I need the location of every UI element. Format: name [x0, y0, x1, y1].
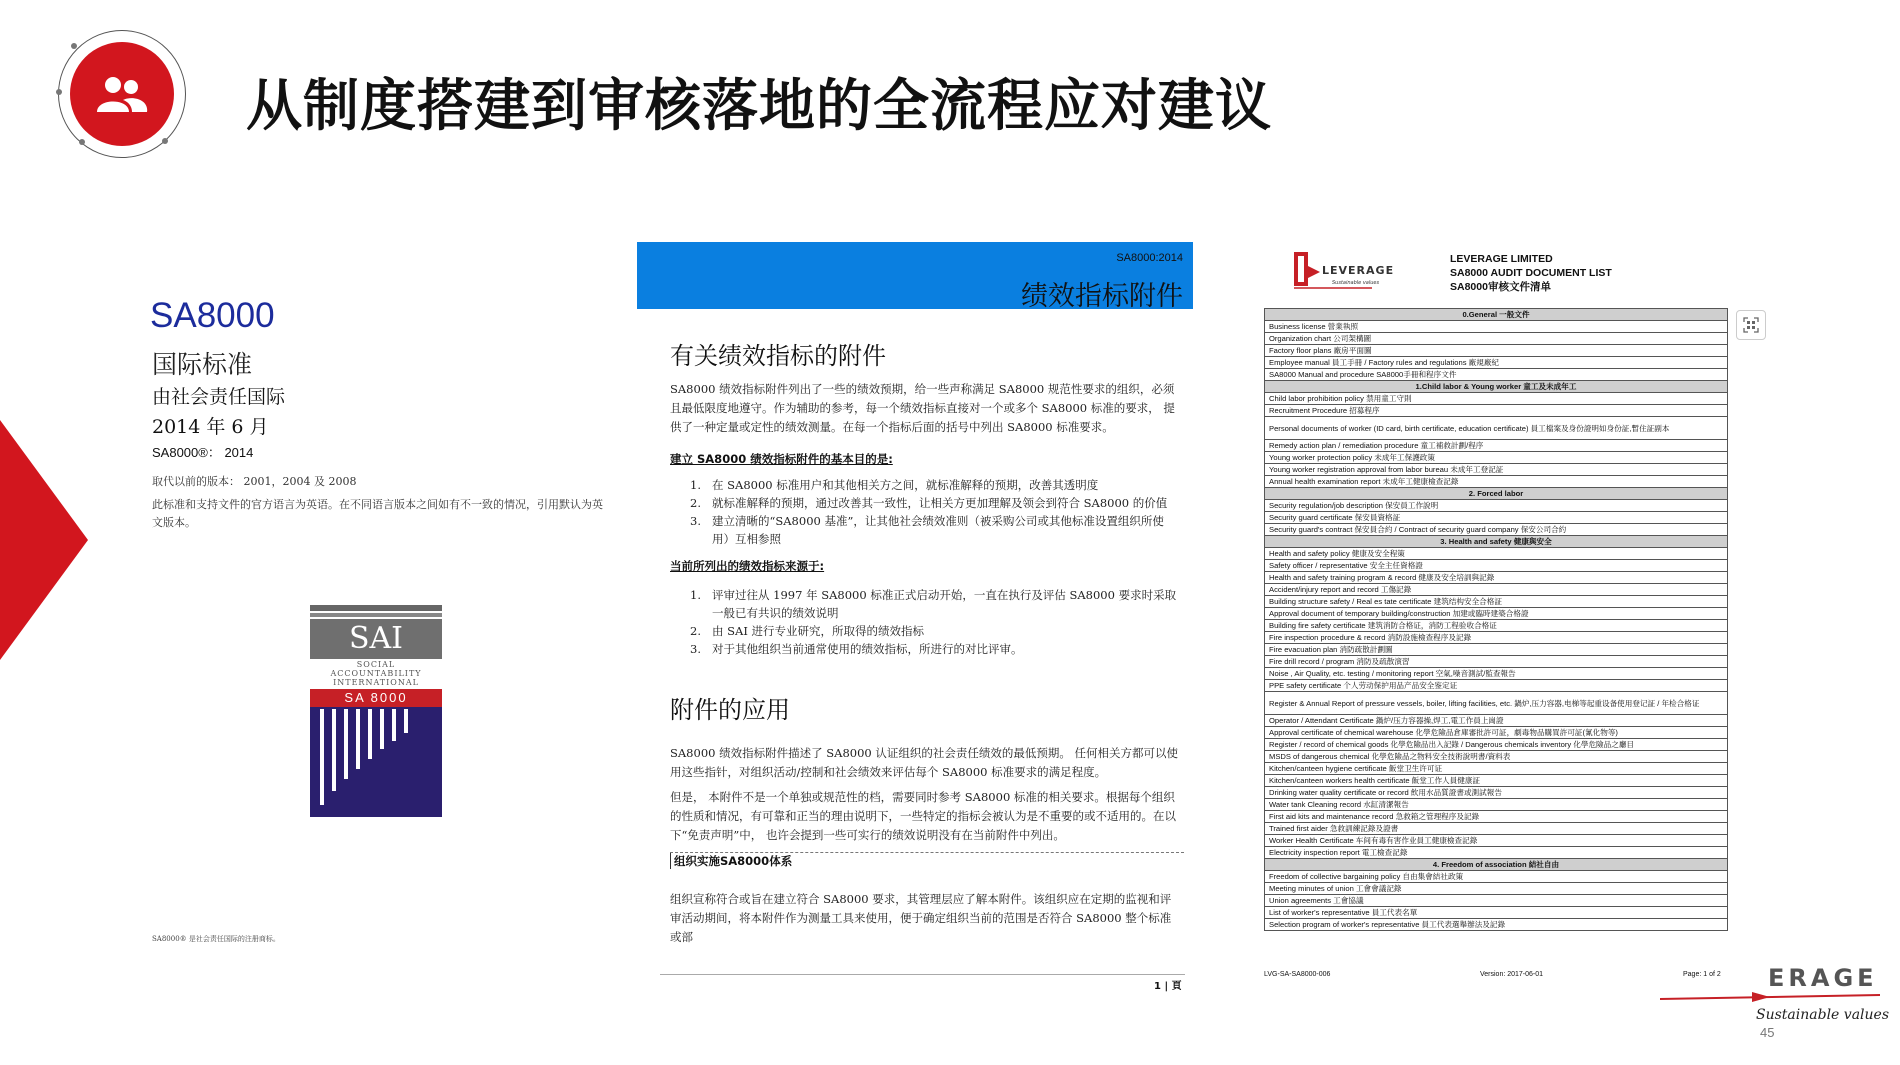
document-cell: Recruitment Procedure 招募程序: [1265, 405, 1728, 417]
table-row: [1265, 464, 1728, 476]
table-row: [1265, 799, 1728, 811]
document-cell: Building fire safety certificate 建筑消防合格证，消防工程验收合格证: [1265, 620, 1728, 632]
table-row: [1265, 775, 1728, 787]
list-item-text: 对于其他组织当前通常使用的绩效指标，所进行的对比评审。: [712, 642, 1023, 656]
section-cell: 2. Forced labor: [1265, 488, 1728, 500]
table-row: [1265, 584, 1728, 596]
doc2-paragraph-2: SA8000 绩效指标附件描述了 SA8000 认证组织的社会责任绩效的最低预期。 任何相关方都可以使用这些指针，对组织活动/控制和社会绩效来评估每个 SA8000 标准要求的满足程度。: [670, 746, 1179, 779]
list-item: [690, 622, 1180, 640]
section-cell: 4. Freedom of association 結社自由: [1265, 859, 1728, 871]
leverage-logo-text: LEVERAGE: [1322, 264, 1395, 277]
doc3-footer-code: LVG-SA-SA8000-006: [1264, 971, 1331, 978]
document-cell: Security guard certificate 保安員資格証: [1265, 512, 1728, 524]
document-cell: Safety officer / representative 安全主任資格證: [1265, 560, 1728, 572]
table-row: [1265, 608, 1728, 620]
doc2-heading-2: 附件的应用: [670, 696, 790, 724]
document-cell: Business license 營業執照: [1265, 321, 1728, 333]
brand-swoosh: [1660, 990, 1880, 1004]
table-row: [1265, 620, 1728, 632]
document-cell: MSDS of dangerous chemical 化學危險品之物料安全技術說明書/資料表: [1265, 751, 1728, 763]
document-cell: Accident/injury report and record 工傷記錄: [1265, 584, 1728, 596]
people-icon: [70, 42, 174, 146]
document-cell: PPE safety certificate 个人劳动保护用品产品安全鉴定证: [1265, 680, 1728, 692]
doc2-paragraph-4: 组织宣称符合或旨在建立符合 SA8000 要求，其管理层应了解本附件。该组织应在定期的监视和评审活动期间，将本附件作为测量工具来使用，便于确定组织当前的范围是否符合 SA8000 整个标准或部: [670, 892, 1172, 944]
table-section-row: [1265, 859, 1728, 871]
doc2-paragraph-3: 但是， 本附件不是一个单独或规范性的档，需要同时参考 SA8000 标准的相关要求。根据每个组织的性质和情况，有可靠和正当的理由说明下，一些特定的指标会被认为是不重要的或不适用的。在以下“免责声明”中， 也许会提到一些可实行的绩效说明没有在当前附件中列出。: [670, 790, 1176, 842]
doc3-header: [1450, 252, 1612, 294]
doc1-issuer: 由社会责任国际: [152, 386, 286, 408]
table-row: [1265, 345, 1728, 357]
document-cell: Child labor prohibition policy 禁用童工守則: [1265, 393, 1728, 405]
table-row: [1265, 715, 1728, 727]
table-row: [1265, 692, 1728, 715]
document-cell: Fire drill record / program 消防及疏散演習: [1265, 656, 1728, 668]
doc3-list-title: SA8000 AUDIT DOCUMENT LIST: [1450, 267, 1612, 279]
table-row: [1265, 596, 1728, 608]
table-row: [1265, 440, 1728, 452]
doc2-bold-1: 建立 SA8000 绩效指标附件的基本目的是:: [670, 452, 893, 466]
document-cell: Remedy action plan / remediation procedure 童工補救計劃/程序: [1265, 440, 1728, 452]
table-row: [1265, 656, 1728, 668]
scan-qr-button[interactable]: [1736, 310, 1766, 340]
document-cell: Electricity inspection report 電工檢查記錄: [1265, 847, 1728, 859]
table-row: [1265, 417, 1728, 440]
document-cell: Operator / Attendant Certificate 鍋炉/压力容器操,焊工,電工作員上崗證: [1265, 715, 1728, 727]
table-row: [1265, 405, 1728, 417]
document-cell: Union agreements 工會協議: [1265, 895, 1728, 907]
table-row: [1265, 883, 1728, 895]
list-item-number: 2.: [690, 496, 701, 510]
table-row: [1265, 823, 1728, 835]
list-item-text: 建立清晰的“SA8000 基准”，让其他社会绩效准则（被采购公司或其他标准设置组织所使用）互相参照: [712, 514, 1164, 546]
sai-logo-band: SA 8000: [344, 690, 408, 705]
document-cell: Register / record of chemical goods 化學危險品出入記錄 / Dangerous chemicals inventory 化學危險品之廳目: [1265, 739, 1728, 751]
list-item: [690, 494, 1180, 512]
list-item-number: 1.: [690, 588, 701, 602]
list-item-text: 就标准解释的预期，通过改善其一致性，让相关方更加理解及领会到符合 SA8000 的价值: [712, 496, 1168, 510]
doc2-paragraph-1: SA8000 绩效指标附件列出了一些的绩效预期，给一些声称满足 SA8000 规范性要求的组织，必须且最低限度地遵守。作为辅助的参考，每一个绩效指标直接对一个或多个 SA8000 标准的要求， 提供了一种定量或定性的绩效测量。在每一个指标后面的括号中列出 SA8000 标准要求。: [670, 382, 1175, 434]
table-row: [1265, 476, 1728, 488]
doc3-list-title-cn: SA8000审核文件清单: [1450, 281, 1551, 293]
doc2-bold-3: 组织实施SA8000体系: [670, 853, 792, 869]
table-row: [1265, 500, 1728, 512]
slide-title: 从制度搭建到审核落地的全流程应对建议: [246, 74, 1272, 139]
red-chevron-decoration: [0, 420, 88, 660]
leverage-logo-tagline: Sustainable values: [1332, 280, 1380, 286]
table-section-row: [1265, 536, 1728, 548]
table-row: [1265, 847, 1728, 859]
doc1-trademark: SA8000® 是社会责任国际的注册商标。: [152, 935, 280, 943]
document-cell: Health and safety policy 健康及安全程策: [1265, 548, 1728, 560]
table-row: [1265, 644, 1728, 656]
list-item-number: 3.: [690, 514, 701, 528]
document-cell: Building structure safety / Real es tate certificate 建筑结构安全合格証: [1265, 596, 1728, 608]
list-item: [690, 640, 1180, 658]
doc1-previous-versions: 取代以前的版本： 2001，2004 及 2008: [152, 475, 357, 488]
table-row: [1265, 548, 1728, 560]
section-cell: 0.General 一般文件: [1265, 309, 1728, 321]
table-row: [1265, 895, 1728, 907]
table-row: [1265, 393, 1728, 405]
document-cell: Selection program of worker's representative 員工代表選舉辦法及記錄: [1265, 919, 1728, 931]
audit-document-table: [1264, 308, 1728, 931]
table-row: [1265, 321, 1728, 333]
document-cell: Young worker protection policy 未成年工保護政策: [1265, 452, 1728, 464]
table-row: [1265, 369, 1728, 381]
document-cell: Security regulation/job description 保安員工作說明: [1265, 500, 1728, 512]
leverage-logo: [1292, 250, 1422, 295]
table-row: [1265, 787, 1728, 799]
doc2-header-version: SA8000:2014: [1116, 252, 1183, 264]
doc1-version: SA8000®： 2014: [152, 445, 254, 460]
table-row: [1265, 763, 1728, 775]
list-item: [690, 476, 1180, 494]
list-item-text: 由 SAI 进行专业研究，所取得的绩效指标: [712, 624, 925, 638]
document-cell: Kitchen/canteen hygiene certificate 飯堂卫生许可证: [1265, 763, 1728, 775]
section-cell: 3. Health and safety 健康與安全: [1265, 536, 1728, 548]
document-cell: Drinking water quality certificate or record 飲用水品質證書或測試報告: [1265, 787, 1728, 799]
doc1-language-note: 此标准和支持文件的官方语言为英语。在不同语言版本之间如有不一致的情况，引用默认为英文版本。: [152, 498, 603, 529]
doc3-footer-version: Version: 2017-06-01: [1480, 971, 1544, 978]
document-cell: Approval document of temporary building/construction 加建或臨時建築合格證: [1265, 608, 1728, 620]
document-cell: First aid kits and maintenance record 急救箱之管理程序及記錄: [1265, 811, 1728, 823]
list-item-number: 2.: [690, 624, 701, 638]
sai-logo-line1: SOCIAL: [356, 660, 396, 669]
list-item-text: 评审过往从 1997 年 SA8000 标准正式启动开始，一直在执行及评估 SA8000 要求时采取一般已有共识的绩效说明: [712, 588, 1177, 620]
table-row: [1265, 919, 1728, 931]
document-cell: Annual health examination report 未成年工健康檢查記錄: [1265, 476, 1728, 488]
document-cell: Freedom of collective bargaining policy 自由集會結社政策: [1265, 871, 1728, 883]
table-section-row: [1265, 309, 1728, 321]
document-cell: Worker Health Certificate 车间有毒有害作业員工健康檢查記錄: [1265, 835, 1728, 847]
section-cell: 1.Child labor & Young worker 童工及未成年工: [1265, 381, 1728, 393]
qr-scan-icon: [1743, 317, 1759, 333]
document-cell: Fire evacuation plan 消防疏散計劃圖: [1265, 644, 1728, 656]
table-row: [1265, 357, 1728, 369]
document-cell: Water tank Cleaning record 水缸清潔報告: [1265, 799, 1728, 811]
list-item: [690, 512, 1180, 548]
table-row: [1265, 680, 1728, 692]
doc2-heading-1: 有关绩效指标的附件: [670, 342, 886, 370]
sai-logo: [310, 605, 442, 817]
document-cell: Noise , Air Quality, etc. testing / monitoring report 空氣,噪音測試/監查報告: [1265, 668, 1728, 680]
brand-tagline: Sustainable values: [1756, 1007, 1889, 1023]
sai-logo-abbr: SAI: [348, 621, 404, 656]
doc2-list-2: [690, 586, 1180, 658]
doc1-date: 2014 年 6 月: [152, 416, 269, 438]
document-cell: Young worker registration approval from labor bureau 未成年工登記証: [1265, 464, 1728, 476]
document-cell: Health and safety training program & record 健康及安全培訓與記錄: [1265, 572, 1728, 584]
table-row: [1265, 333, 1728, 345]
sai-logo-line3: INTERNATIONAL: [333, 678, 419, 687]
table-row: [1265, 871, 1728, 883]
doc2-header-bar: [637, 242, 1193, 312]
document-cell: Security guard's contract 保安員合約 / Contract of security guard company 保安公司合約: [1265, 524, 1728, 536]
document-cell: Approval certificate of chemical warehouse 化學危險品倉庫審批許可証，劇毒物品購買許可証(氰化物等): [1265, 727, 1728, 739]
list-item: [690, 586, 1180, 622]
document-cell: Register & Annual Report of pressure vessels, boiler, lifting facilities, etc. 鍋炉,压力容器,电梯等起重设备使用登记証 / 年检合格证: [1265, 692, 1728, 715]
doc1-standard: SA8000: [150, 296, 275, 335]
document-cell: List of worker's representative 員工代表名單: [1265, 907, 1728, 919]
table-row: [1265, 835, 1728, 847]
slide-page-number: 45: [1760, 1025, 1775, 1040]
document-cell: Trained first aider 急救訓練記錄及證書: [1265, 823, 1728, 835]
table-section-row: [1265, 381, 1728, 393]
table-row: [1265, 739, 1728, 751]
document-cell: Fire inspection procedure & record 消防設施檢查程序及記錄: [1265, 632, 1728, 644]
doc2-bold-2: 当前所列出的绩效指标来源于:: [670, 559, 825, 573]
table-row: [1265, 751, 1728, 763]
document-cell: Kitchen/canteen workers health certificate 飯堂工作人員健康証: [1265, 775, 1728, 787]
document-cell: Meeting minutes of union 工會會議記錄: [1265, 883, 1728, 895]
sai-logo-line2: ACCOUNTABILITY: [330, 669, 422, 678]
table-row: [1265, 560, 1728, 572]
list-item-text: 在 SA8000 标准用户和其他相关方之间，就标准解释的预期，改善其透明度: [712, 478, 1099, 492]
doc2-header-title: 绩效指标附件: [1021, 281, 1183, 312]
table-row: [1265, 811, 1728, 823]
doc3-company: LEVERAGE LIMITED: [1450, 253, 1553, 265]
brand-wordmark: ERAGE: [1768, 964, 1878, 992]
table-row: [1265, 907, 1728, 919]
doc2-page-number: 1 | 頁: [1154, 981, 1182, 992]
document-cell: Employee manual 員工手冊 / Factory rules and regulations 廠規廠紀: [1265, 357, 1728, 369]
doc2-footer-line: [660, 974, 1185, 975]
doc1-subtitle: 国际标准: [152, 350, 253, 379]
table-section-row: [1265, 488, 1728, 500]
document-cell: SA8000 Manual and procedure SA8000手冊和程序文件: [1265, 369, 1728, 381]
table-row: [1265, 524, 1728, 536]
table-row: [1265, 452, 1728, 464]
document-cell: Personal documents of worker (ID card, birth certificate, education certificate) 員工檔案及身份證明如身份証,暫住証副本: [1265, 417, 1728, 440]
table-row: [1265, 668, 1728, 680]
table-row: [1265, 512, 1728, 524]
document-cell: Factory floor plans 廠房平面圖: [1265, 345, 1728, 357]
doc3-footer-page: Page: 1 of 2: [1683, 971, 1721, 978]
table-row: [1265, 632, 1728, 644]
table-row: [1265, 572, 1728, 584]
table-row: [1265, 727, 1728, 739]
list-item-number: 3.: [690, 642, 701, 656]
document-cell: Organization chart 公司架構圖: [1265, 333, 1728, 345]
doc2-list-1: [690, 476, 1180, 548]
list-item-number: 1.: [690, 478, 701, 492]
